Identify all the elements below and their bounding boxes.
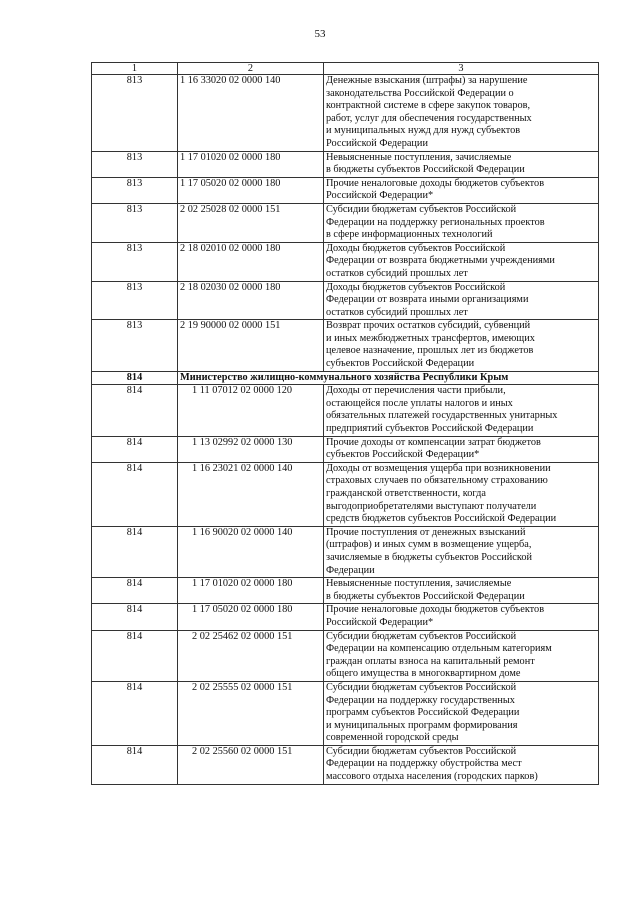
admin-code-cell: 813 [92, 281, 178, 320]
description-line: Российской Федерации* [326, 190, 434, 202]
admin-code-cell: 814 [92, 526, 178, 577]
description-cell [324, 681, 599, 745]
description-line: массового отдыха населения (городских парков) [326, 771, 538, 783]
description-line: Субсидии бюджетам субъектов Российской [326, 745, 517, 757]
revenue-code-cell: 2 18 02010 02 0000 180 [178, 242, 324, 281]
description-cell [324, 462, 599, 526]
description-line: Доходы бюджетов субъектов Российской [326, 281, 506, 293]
admin-code-cell: 813 [92, 75, 178, 152]
revenue-code-cell: 2 19 90000 02 0000 151 [178, 320, 324, 371]
description-cell [324, 385, 599, 436]
table-row [92, 385, 599, 436]
admin-code-cell: 814 [92, 436, 178, 462]
admin-code-cell: 814 [92, 745, 178, 784]
description-line: Возврат прочих остатков субсидий, субвенций [326, 320, 531, 332]
description-line: Денежные взыскания (штрафы) за нарушение [326, 75, 528, 86]
description-line: (штрафов) и иных сумм в возмещение ущерба, [326, 539, 532, 551]
admin-code-cell: 813 [92, 151, 178, 177]
admin-code-cell: 813 [92, 242, 178, 281]
description-line: Невыясненные поступления, зачисляемые [326, 578, 512, 590]
description-line: Федерации на поддержку обустройства мест [326, 758, 522, 770]
revenue-code-cell: 1 13 02992 02 0000 130 [178, 436, 324, 462]
table-row [92, 681, 599, 745]
description-line: средств бюджетов субъектов Российской Федерации [326, 513, 557, 525]
description-line: обязательных платежей государственных унитарных [326, 410, 558, 422]
description-cell [324, 242, 599, 281]
description-line: Федерации [326, 564, 375, 576]
revenue-code-cell: 1 17 01020 02 0000 180 [178, 151, 324, 177]
description-line: субъектов Российской Федерации* [326, 449, 480, 461]
description-line: Субсидии бюджетам субъектов Российской [326, 681, 517, 693]
description-cell [324, 281, 599, 320]
description-line: предприятий субъектов Российской Федерации [326, 423, 534, 435]
description-cell [324, 578, 599, 604]
description-line: программ субъектов Российской Федерации [326, 707, 520, 719]
table-row [92, 630, 599, 681]
revenue-code-cell: 2 02 25462 02 0000 151 [178, 630, 324, 681]
description-line: в бюджеты субъектов Российской Федерации [326, 164, 525, 176]
description-line: в бюджеты субъектов Российской Федерации [326, 590, 525, 602]
description-line: в сфере информационных технологий [326, 229, 493, 241]
section-title-cell: Министерство жилищно-коммунального хозяйства Республики Крым [178, 371, 599, 385]
description-line: современной городской среды [326, 732, 459, 744]
description-line: Доходы от перечисления части прибыли, [326, 385, 506, 397]
admin-code-cell: 814 [92, 630, 178, 681]
description-line: гражданской ответственности, когда [326, 488, 486, 499]
column-header-2: 2 [178, 63, 324, 75]
table-row [92, 578, 599, 604]
table-row [92, 526, 599, 577]
column-header-3: 3 [324, 63, 599, 75]
table-row [92, 462, 599, 526]
admin-code-cell: 814 [92, 371, 178, 385]
description-line: и муниципальных программ формирования [326, 719, 518, 731]
description-cell [324, 436, 599, 462]
description-line: Федерации от возврата иными организациями [326, 294, 529, 306]
admin-code-cell: 814 [92, 604, 178, 630]
revenue-code-cell: 1 16 23021 02 0000 140 [178, 462, 324, 526]
description-line: выгодоприобретателями выступают получатели [326, 500, 537, 512]
table-row [92, 75, 599, 152]
description-line: Субсидии бюджетам субъектов Российской [326, 203, 517, 215]
description-line: зачисляемые в бюджеты субъектов Российской [326, 551, 533, 563]
table-row [92, 177, 599, 203]
revenue-codes-table [91, 62, 599, 785]
description-cell [324, 526, 599, 577]
revenue-code-cell: 1 17 05020 02 0000 180 [178, 177, 324, 203]
description-line: Доходы от возмещения ущерба при возникновении [326, 462, 551, 474]
admin-code-cell: 814 [92, 385, 178, 436]
description-cell [324, 745, 599, 784]
description-line: остатков субсидий прошлых лет [326, 267, 468, 279]
revenue-code-cell: 1 16 33020 02 0000 140 [178, 75, 324, 152]
column-header-1: 1 [92, 63, 178, 75]
description-line: и муниципальных нужд для нужд субъектов [326, 125, 521, 137]
table-row [92, 281, 599, 320]
description-line: страховых случаев по обязательному страхованию [326, 475, 548, 487]
admin-code-cell: 813 [92, 177, 178, 203]
description-cell [324, 320, 599, 371]
description-line: субъектов Российской Федерации [326, 358, 475, 370]
description-line: Российской Федерации [326, 137, 428, 149]
description-line: Российской Федерации* [326, 616, 434, 628]
revenue-code-cell: 2 02 25555 02 0000 151 [178, 681, 324, 745]
description-line: Субсидии бюджетам субъектов Российской [326, 630, 517, 642]
description-line: целевое назначение, прошлых лет из бюджетов [326, 345, 534, 357]
description-cell [324, 203, 599, 242]
description-line: Прочие поступления от денежных взысканий [326, 526, 526, 538]
revenue-code-cell: 1 17 01020 02 0000 180 [178, 578, 324, 604]
description-cell [324, 75, 599, 152]
table-row [92, 320, 599, 371]
table-row [92, 436, 599, 462]
page-number: 53 [314, 28, 326, 40]
admin-code-cell: 813 [92, 203, 178, 242]
description-cell [324, 630, 599, 681]
revenue-code-cell: 1 17 05020 02 0000 180 [178, 604, 324, 630]
description-line: остающейся после уплаты налогов и иных [326, 397, 513, 409]
description-line: контрактной системе в сфере закупок товаров, [326, 100, 531, 112]
description-line: законодательства Российской Федерации о [326, 87, 514, 99]
section-row [92, 371, 599, 385]
description-line: и иных межбюджетных трансфертов, имеющих [326, 332, 535, 344]
description-line: остатков субсидий прошлых лет [326, 306, 468, 318]
revenue-code-cell: 1 11 07012 02 0000 120 [178, 385, 324, 436]
table-row [92, 203, 599, 242]
revenue-code-cell: 2 18 02030 02 0000 180 [178, 281, 324, 320]
table-header-row [92, 63, 599, 75]
description-line: Невыясненные поступления, зачисляемые [326, 151, 512, 163]
description-cell [324, 151, 599, 177]
description-line: Федерации на поддержку региональных проектов [326, 216, 545, 228]
revenue-code-cell: 2 02 25560 02 0000 151 [178, 745, 324, 784]
description-cell [324, 604, 599, 630]
description-line: Федерации на компенсацию отдельным категориям [326, 643, 552, 655]
description-cell [324, 177, 599, 203]
admin-code-cell: 813 [92, 320, 178, 371]
table-row [92, 604, 599, 630]
description-line: Федерации на поддержку государственных [326, 694, 515, 706]
revenue-code-cell: 1 16 90020 02 0000 140 [178, 526, 324, 577]
table-row [92, 242, 599, 281]
table-body [92, 75, 599, 785]
description-line: общего имущества в многоквартирном доме [326, 668, 521, 680]
description-line: Федерации от возврата бюджетными учреждениями [326, 255, 555, 267]
admin-code-cell: 814 [92, 681, 178, 745]
description-line: граждан оплаты взноса на капитальный ремонт [326, 655, 535, 667]
description-line: работ, услуг для обеспечения государственных [326, 112, 532, 124]
table-row [92, 745, 599, 784]
description-line: Прочие неналоговые доходы бюджетов субъектов [326, 604, 545, 616]
revenue-code-cell: 2 02 25028 02 0000 151 [178, 203, 324, 242]
admin-code-cell: 814 [92, 578, 178, 604]
description-line: Прочие неналоговые доходы бюджетов субъектов [326, 177, 545, 189]
description-line: Прочие доходы от компенсации затрат бюджетов [326, 436, 541, 448]
admin-code-cell: 814 [92, 462, 178, 526]
description-line: Доходы бюджетов субъектов Российской [326, 242, 506, 254]
table-row [92, 151, 599, 177]
